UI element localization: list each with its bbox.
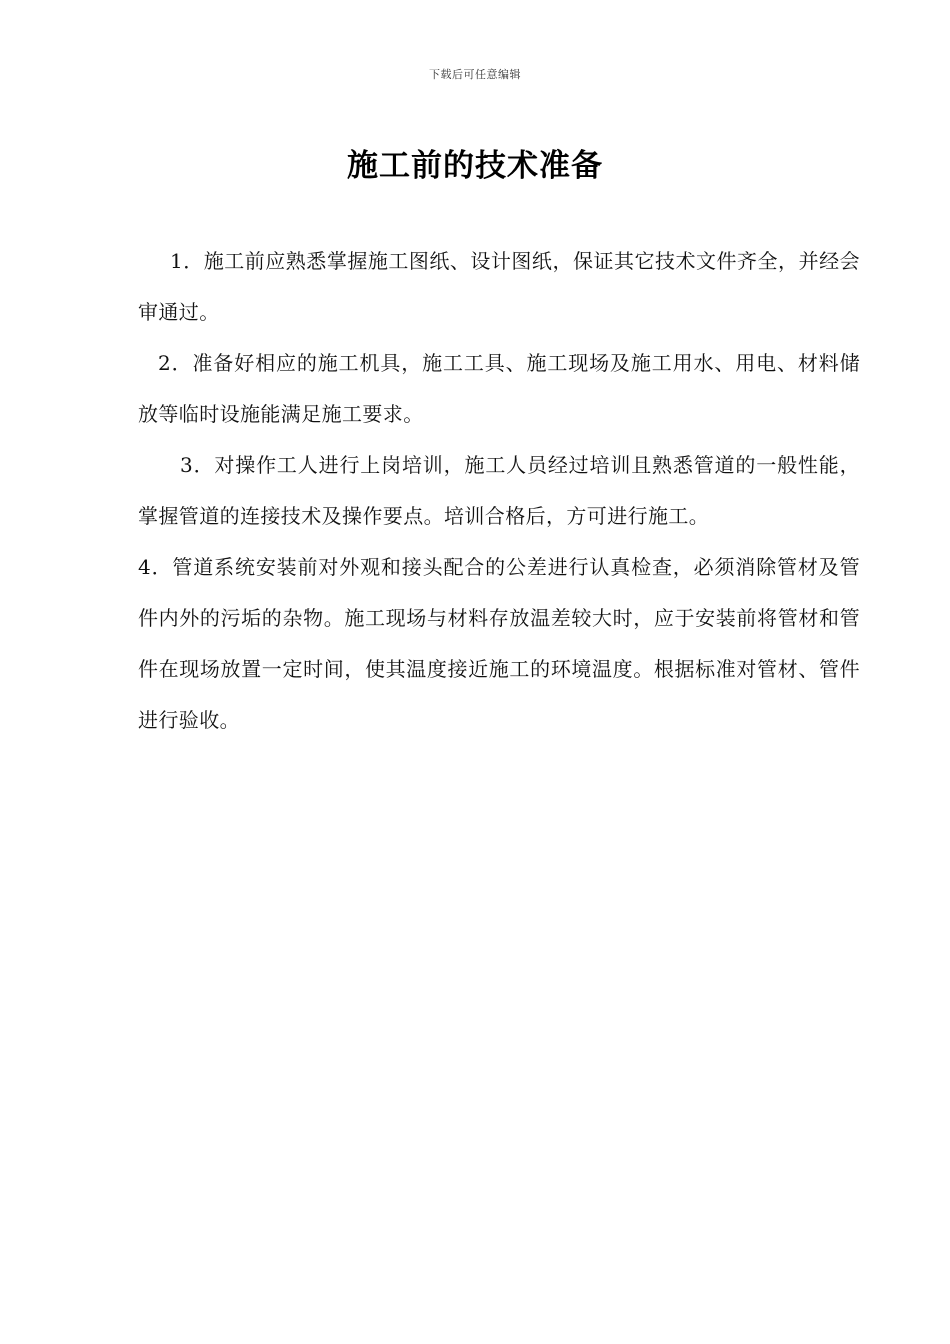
document-body xyxy=(138,236,860,746)
paragraph-1: 1．施工前应熟悉掌握施工图纸、设计图纸，保证其它技术文件齐全，并经会审通过。 xyxy=(138,249,860,324)
paragraph-2: 2．准备好相应的施工机具，施工工具、施工现场及施工用水、用电、材料储放等临时设施能满足施工要求。 xyxy=(138,351,860,426)
document-title: 施工前的技术准备 xyxy=(347,148,603,184)
header-note: 下载后可任意编辑 xyxy=(429,68,521,81)
paragraph-3: 3．对操作工人进行上岗培训，施工人员经过培训且熟悉管道的一般性能，掌握管道的连接技术及操作要点。培训合格后，方可进行施工。 xyxy=(138,453,860,528)
paragraph-4: 4．管道系统安装前对外观和接头配合的公差进行认真检查，必须消除管材及管件内外的污垢的杂物。施工现场与材料存放温差较大时，应于安装前将管材和管件在现场放置一定时间，使其温度接近施工的环境温度。根据标准对管材、管件进行验收。 xyxy=(138,555,860,732)
